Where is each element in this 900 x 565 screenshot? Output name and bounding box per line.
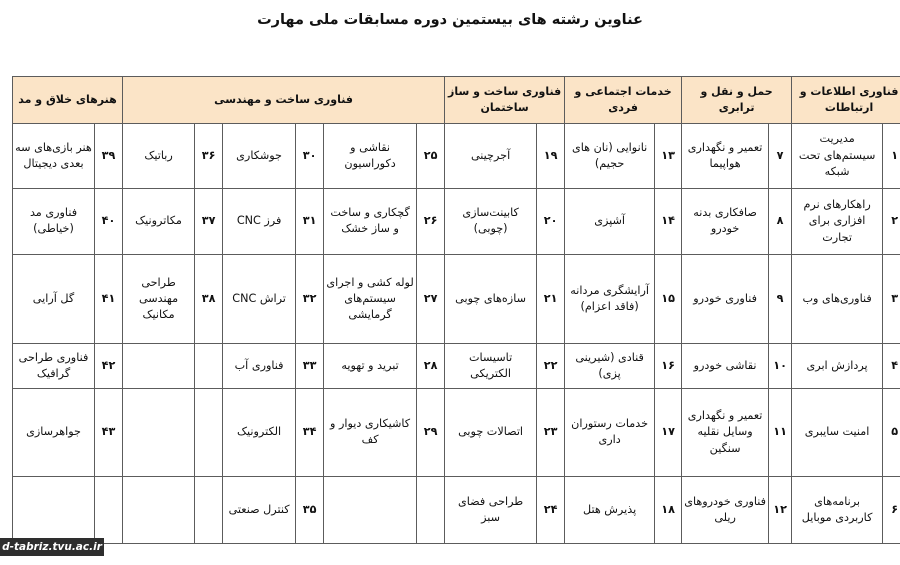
cell-number: ۲۷ bbox=[417, 255, 445, 344]
cell-title: خدمات رستوران داری bbox=[565, 388, 655, 477]
cell-number: ۳۳ bbox=[296, 344, 324, 388]
cell-title: فناوری‌های وب bbox=[792, 255, 883, 344]
cell-title: هنر بازی‌های سه بعدی دیجیتال bbox=[13, 124, 95, 189]
cell-number: ۴۱ bbox=[95, 255, 123, 344]
cell-title: جواهرسازی bbox=[13, 388, 95, 477]
cell-title: فرز CNC bbox=[223, 188, 296, 255]
cell-number: ۴۳ bbox=[95, 388, 123, 477]
cell-title: گل آرایی bbox=[13, 255, 95, 344]
cell-number bbox=[417, 477, 445, 544]
cell-title: لوله کشی و اجرای سیستم‌های گرمایشی bbox=[324, 255, 417, 344]
cell-number: ۴ bbox=[883, 344, 900, 388]
table-row bbox=[13, 124, 900, 189]
cell-title: فناوری آب bbox=[223, 344, 296, 388]
cell-title: فناوری طراحی گرافیک bbox=[13, 344, 95, 388]
header-creative-arts-fashion: هنرهای خلاق و مد bbox=[13, 77, 123, 124]
cell-number: ۲۸ bbox=[417, 344, 445, 388]
cell-number: ۱۰ bbox=[769, 344, 792, 388]
cell-title: سازه‌های چوبی bbox=[445, 255, 537, 344]
cell-number: ۶ bbox=[883, 477, 900, 544]
cell-number: ۵ bbox=[883, 388, 900, 477]
cell-number: ۱۱ bbox=[769, 388, 792, 477]
cell-title: فناوری مد (خیاطی) bbox=[13, 188, 95, 255]
site-watermark: d-tabriz.tvu.ac.ir bbox=[0, 538, 104, 556]
cell-number: ۲۶ bbox=[417, 188, 445, 255]
cell-title bbox=[13, 477, 95, 544]
cell-number: ۳ bbox=[883, 255, 900, 344]
header-transport: حمل و نقل و ترابری bbox=[682, 77, 792, 124]
header-social-services: خدمات اجتماعی و فردی bbox=[565, 77, 682, 124]
cell-title: فناوری خودروهای ریلی bbox=[682, 477, 769, 544]
cell-title: گچکاری و ساخت و ساز خشک bbox=[324, 188, 417, 255]
cell-number bbox=[95, 477, 123, 544]
cell-number: ۲۳ bbox=[537, 388, 565, 477]
cell-title: نقاشی خودرو bbox=[682, 344, 769, 388]
cell-number: ۹ bbox=[769, 255, 792, 344]
cell-number bbox=[195, 344, 223, 388]
cell-number: ۱۹ bbox=[537, 124, 565, 189]
cell-number: ۲۵ bbox=[417, 124, 445, 189]
cell-title: مکاترونیک bbox=[123, 188, 195, 255]
cell-number: ۱۶ bbox=[655, 344, 682, 388]
cell-number bbox=[195, 388, 223, 477]
header-ict: فناوری اطلاعات و ارتباطات bbox=[792, 77, 900, 124]
cell-title: تراش CNC bbox=[223, 255, 296, 344]
cell-title: اتصالات چوبی bbox=[445, 388, 537, 477]
header-construction: فناوری ساخت و ساز ساختمان bbox=[445, 77, 565, 124]
cell-number: ۱۷ bbox=[655, 388, 682, 477]
table-row bbox=[13, 344, 900, 388]
header-manufacturing-engineering: فناوری ساخت و مهندسی bbox=[123, 77, 445, 124]
competition-fields-table bbox=[12, 76, 900, 544]
cell-title: الکترونیک bbox=[223, 388, 296, 477]
cell-number bbox=[195, 477, 223, 544]
cell-title: کاشیکاری دیوار و کف bbox=[324, 388, 417, 477]
cell-title: آشپزی bbox=[565, 188, 655, 255]
cell-number: ۲ bbox=[883, 188, 900, 255]
cell-number: ۳۲ bbox=[296, 255, 324, 344]
cell-number: ۸ bbox=[769, 188, 792, 255]
cell-title: رباتیک bbox=[123, 124, 195, 189]
cell-number: ۷ bbox=[769, 124, 792, 189]
cell-title: نانوایی (نان های حجیم) bbox=[565, 124, 655, 189]
cell-number: ۳۱ bbox=[296, 188, 324, 255]
cell-number: ۲۹ bbox=[417, 388, 445, 477]
table-row bbox=[13, 255, 900, 344]
cell-number: ۱۵ bbox=[655, 255, 682, 344]
cell-title: طراحی مهندسی مکانیک bbox=[123, 255, 195, 344]
table-row bbox=[13, 477, 900, 544]
cell-number: ۳۵ bbox=[296, 477, 324, 544]
cell-title: پردازش ابری bbox=[792, 344, 883, 388]
cell-title: کنترل صنعتی bbox=[223, 477, 296, 544]
cell-number: ۱۸ bbox=[655, 477, 682, 544]
cell-number: ۱ bbox=[883, 124, 900, 189]
table-row bbox=[13, 188, 900, 255]
cell-title: جوشکاری bbox=[223, 124, 296, 189]
cell-title bbox=[123, 477, 195, 544]
cell-number: ۱۴ bbox=[655, 188, 682, 255]
header-row bbox=[13, 77, 900, 124]
cell-number: ۳۰ bbox=[296, 124, 324, 189]
cell-number: ۳۴ bbox=[296, 388, 324, 477]
cell-title: راهکارهای نرم افزاری برای تجارت bbox=[792, 188, 883, 255]
cell-number: ۱۲ bbox=[769, 477, 792, 544]
cell-number: ۳۸ bbox=[195, 255, 223, 344]
table-row bbox=[13, 388, 900, 477]
cell-title: صافکاری بدنه خودرو bbox=[682, 188, 769, 255]
cell-title: نقاشی و دکوراسیون bbox=[324, 124, 417, 189]
cell-number: ۴۰ bbox=[95, 188, 123, 255]
cell-title: برنامه‌های کاربردی موبایل bbox=[792, 477, 883, 544]
cell-title: تاسیسات الکتریکی bbox=[445, 344, 537, 388]
cell-number: ۴۲ bbox=[95, 344, 123, 388]
cell-title: طراحی فضای سبز bbox=[445, 477, 537, 544]
cell-number: ۲۲ bbox=[537, 344, 565, 388]
cell-title: تعمیر و نگهداری هواپیما bbox=[682, 124, 769, 189]
cell-number: ۳۹ bbox=[95, 124, 123, 189]
cell-number: ۲۰ bbox=[537, 188, 565, 255]
page-title: عناوین رشته های بیستمین دوره مسابقات ملی مهارت bbox=[257, 12, 643, 28]
cell-number: ۱۳ bbox=[655, 124, 682, 189]
cell-title: آجرچینی bbox=[445, 124, 537, 189]
cell-title: کابینت‌سازی (چوبی) bbox=[445, 188, 537, 255]
cell-title bbox=[324, 477, 417, 544]
cell-number: ۳۶ bbox=[195, 124, 223, 189]
cell-title: تبرید و تهویه bbox=[324, 344, 417, 388]
cell-number: ۲۴ bbox=[537, 477, 565, 544]
cell-title: فناوری خودرو bbox=[682, 255, 769, 344]
cell-title bbox=[123, 344, 195, 388]
cell-number: ۲۱ bbox=[537, 255, 565, 344]
cell-title: قنادی (شیرینی پزی) bbox=[565, 344, 655, 388]
cell-title: امنیت سایبری bbox=[792, 388, 883, 477]
cell-title: تعمیر و نگهداری وسایل نقلیه سنگین bbox=[682, 388, 769, 477]
cell-title: مدیریت سیستم‌های تحت شبکه bbox=[792, 124, 883, 189]
cell-title bbox=[123, 388, 195, 477]
cell-title: آرایشگری مردانه (فاقد اعزام) bbox=[565, 255, 655, 344]
cell-title: پذیرش هتل bbox=[565, 477, 655, 544]
cell-number: ۳۷ bbox=[195, 188, 223, 255]
